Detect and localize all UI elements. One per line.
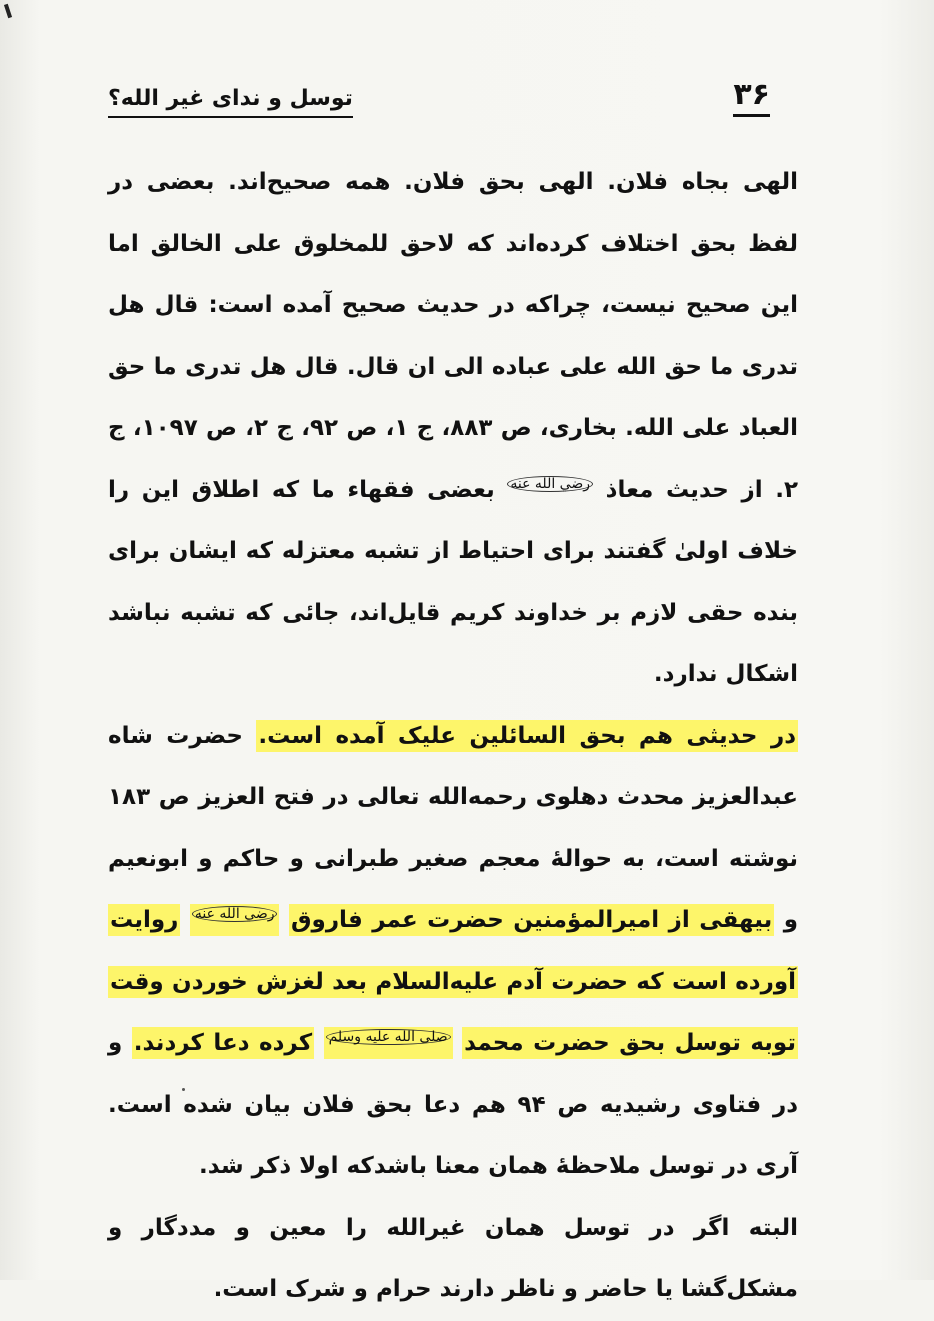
scan-corner-mark [4, 4, 12, 19]
honorific-sallallah-icon: صلى الله عليه وسلم [326, 1029, 451, 1045]
paragraph-2-part-a: حضرت شاه عبدالعزیز محدث دهلوی رحمه‌الله تعالی در فتح العزیز ص ۱۸۳ نوشته است، به حوالهٔ معجم صغیر طبرانی و حاکم و ابونعیم و [108, 722, 798, 933]
body-text [108, 152, 798, 1321]
paragraph-3-text: البته اگر در توسل همان غیرالله را معین و مددگار و مشکل‌گشا یا حاضر و ناظر دارند حرام و شرک است. [108, 1214, 798, 1302]
scan-speck [182, 1088, 185, 1091]
honorific-radiallah-icon: رضي الله عنه [507, 476, 593, 492]
highlight-hadith-sailin: در حدیثی هم بحق السائلین علیک آمده است. [256, 720, 798, 752]
highlight-dua-kardand: کرده دعا کردند. [132, 1027, 314, 1059]
running-title: توسل و ندای غیر الله؟ [108, 84, 353, 118]
highlight-adam-tawassul: روایت آورده است که حضرت آدم علیه‌السلام بعد لغزش خوردن وقت توبه توسل بحق حضرت محمد [108, 904, 798, 1059]
paragraph-2 [108, 706, 798, 1198]
paragraph-2-part-b: و در فتاوی رشیدیه ص ۹۴ هم دعا بحق فلان بیان شده است. آری در توسل ملاحظهٔ همان معنا باشدکه اولا ذکر شد. [108, 1030, 798, 1179]
page-header [108, 78, 798, 128]
paragraph-1 [108, 152, 798, 706]
highlight-bayhaqi-narration: بیهقی از امیرالمؤمنین حضرت عمر فاروق [289, 904, 774, 936]
paragraph-1-part-a: الهی بجاه فلان. الهی بحق فلان. همه صحیح‌اند. بعضی در لفظ بحق اختلاف کرده‌اند که لاحق للمخلوق علی الخالق اما این صحیح نیست، چراکه در حدیث صحیح آمده است: قال هل تدری ما حق الله علی عباده الی ان قال. قال هل تدری ما حق العباد علی الله. بخاری، ص ۸۸۳، ج ۱، ص ۹۲، ج ۲، ص ۱۰۹۷، ج ۲. از حدیث معاذ [108, 169, 799, 503]
page-number: ۳۶ [733, 78, 770, 117]
honorific-radiallah-icon-2: رضي الله عنه [192, 906, 278, 922]
paragraph-3 [108, 1198, 798, 1321]
paragraph-1-part-b: بعضی فقهاء ما که اطلاق این را خلاف اولیٰ گفتند برای احتیاط از تشبه معتزله که ایشان برای بنده حقی لازم بر خداوند کریم قایل‌اند، جائی که تشبه نباشد اشکال ندارد. [108, 476, 798, 687]
